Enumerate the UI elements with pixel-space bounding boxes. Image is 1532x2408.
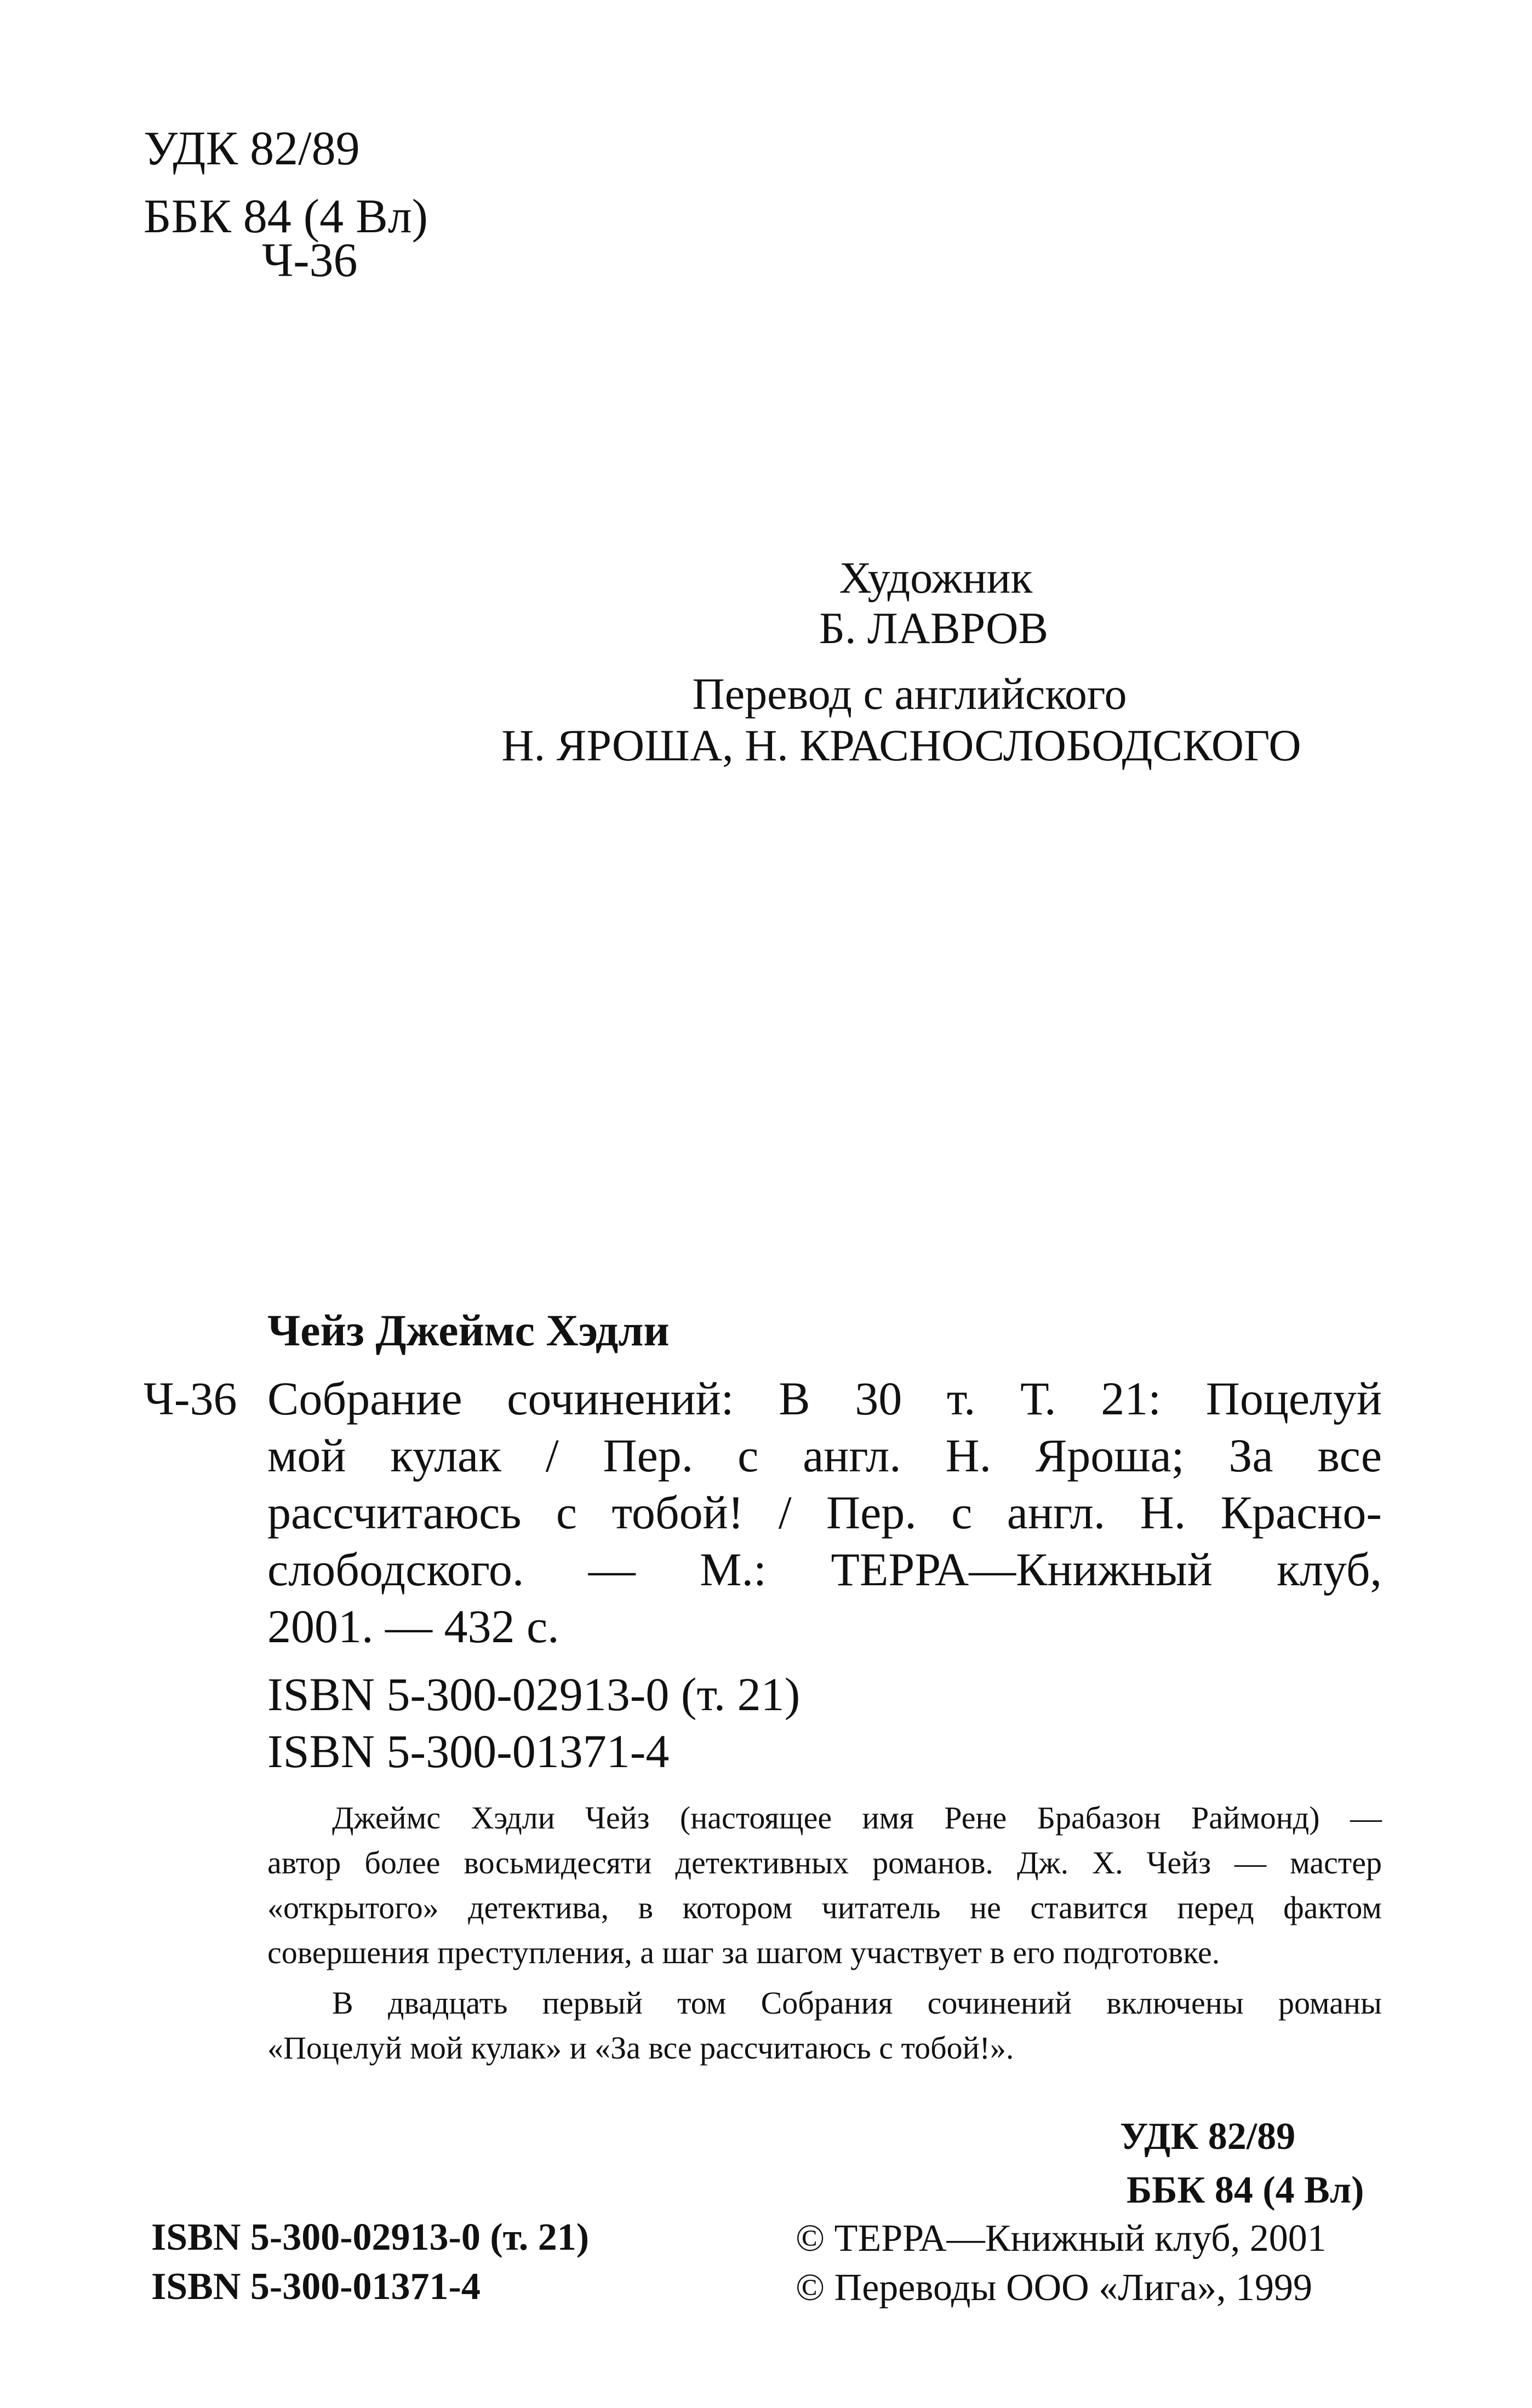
artist-label: Художник: [839, 553, 1033, 603]
card-description-line: 2001. — 432 с.: [267, 1600, 559, 1653]
annotation-line: Джеймс Хэдли Чейз (настоящее имя Рене Брабазон Раймонд) —: [332, 1800, 1382, 1836]
author-code-top: Ч-36: [262, 234, 358, 287]
isbn-bottom-series: ISBN 5-300-01371-4: [151, 2266, 481, 2308]
annotation-line: автор более восьмидесяти детективных романов. Дж. Х. Чейз — мастер: [267, 1845, 1382, 1880]
card-author-code: Ч-36: [144, 1372, 237, 1425]
isbn-bottom-volume: ISBN 5-300-02913-0 (т. 21): [151, 2216, 590, 2258]
annotation-line: «открытого» детектива, в котором читатель не ставится перед фактом: [267, 1890, 1382, 1925]
copyright-translation: © Переводы ООО «Лига», 1999: [796, 2267, 1312, 2309]
artist-name: Б. ЛАВРОВ: [819, 603, 1049, 653]
bbk-top: ББК 84 (4 Вл): [144, 190, 428, 243]
translation-label: Перевод с английского: [692, 669, 1127, 719]
card-isbn-series: ISBN 5-300-01371-4: [267, 1725, 670, 1778]
copyright-publisher: © ТЕРРА—Книжный клуб, 2001: [796, 2217, 1327, 2260]
card-description-line: мой кулак / Пер. с англ. Н. Яроша; За все: [267, 1429, 1382, 1482]
card-isbn-volume: ISBN 5-300-02913-0 (т. 21): [267, 1668, 801, 1721]
card-description-line: рассчитаюсь с тобой! / Пер. с англ. Н. Красно-: [267, 1486, 1382, 1539]
annotation-line: «Поцелуй мой кулак» и «За все рассчитаюсь с тобой!».: [267, 2030, 1014, 2066]
udk-bottom: УДК 82/89: [1120, 2115, 1296, 2158]
annotation-line: совершения преступления, а шаг за шагом участвует в его подготовке.: [267, 1935, 1220, 1970]
annotation-line: В двадцать первый том Собрания сочинений включены романы: [332, 1985, 1382, 2021]
card-description-line: слободского. — М.: ТЕРРА—Книжный клуб,: [267, 1543, 1382, 1596]
translators: Н. ЯРОША, Н. КРАСНОСЛОБОДСКОГО: [501, 720, 1301, 770]
card-description-line: Собрание сочинений: В 30 т. Т. 21: Поцелуй: [267, 1372, 1382, 1425]
card-author: Чейз Джеймс Хэдли: [267, 1305, 670, 1355]
bbk-bottom: ББК 84 (4 Вл): [1127, 2169, 1364, 2211]
udk-top: УДК 82/89: [144, 122, 360, 175]
